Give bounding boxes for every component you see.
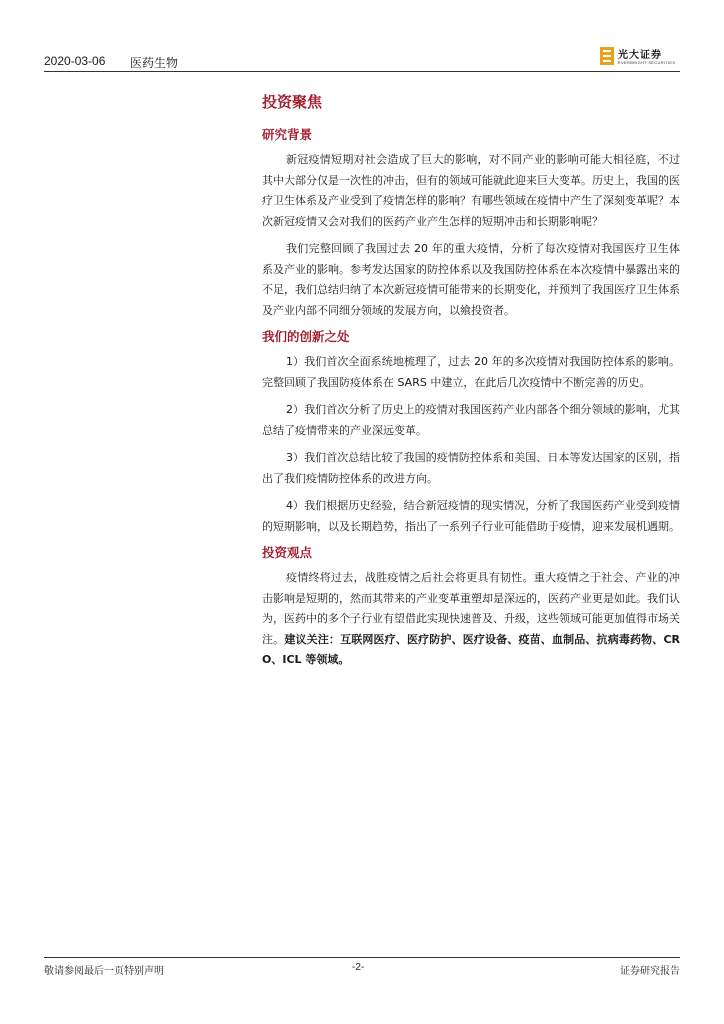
innovation-point-2: 2）我们首次分析了历史上的疫情对我国医药产业内部各个细分领域的影响，尤其总结了疫情带来的产业深远变革。: [262, 403, 680, 437]
background-paragraph-2: 我们完整回顾了我国过去 20 年的重大疫情，分析了每次疫情对我国医疗卫生体系及产业的影响。参考发达国家的防控体系以及我国防控体系在本次疫情中暴露出来的不足，我们总结归纳了本次新冠疫情可能带来的长期变化，并预判了我国医疗卫生体系及产业内部不同细分领域的发展方向，以飨投资者。: [262, 242, 680, 317]
view-paragraph: [262, 568, 680, 671]
logo-subtitle: EVERBRIGHT SECURITIES: [618, 60, 676, 65]
logo-name: 光大证券: [618, 50, 662, 61]
innovation-point-1: 1）我们首次全面系统地梳理了，过去 20 年的多次疫情对我国防控体系的影响。完整回顾了我国防疫体系在 SARS 中建立，在此后几次疫情中不断完善的历史。: [262, 355, 680, 389]
report-sector: 医药生物: [130, 56, 179, 70]
header-divider: [44, 71, 680, 72]
report-date: 2020-03-06: [44, 54, 106, 68]
main-content: [262, 92, 680, 678]
innovation-point-3: 3）我们首次总结比较了我国的疫情防控体系和美国、日本等发达国家的区别，指出了我们疫情防控体系的改进方向。: [262, 451, 680, 485]
innovation-point-4: 4）我们根据历史经验，结合新冠疫情的现实情况，分析了我国医药产业受到疫情的短期影响，以及长期趋势，指出了一系列子行业可能借助于疫情，迎来发展机遇期。: [262, 499, 680, 533]
background-paragraph-1: 新冠疫情短期对社会造成了巨大的影响，对不同产业的影响可能大相径庭，不过其中大部分仅是一次性的冲击，但有的领域可能就此迎来巨大变革。历史上，我国的医疗卫生体系及产业受到了疫情怎样的影响？有哪些领域在疫情中产生了深刻变革呢？本次新冠疫情又会对我们的医药产业产生怎样的短期冲击和长期影响呢？: [262, 153, 680, 228]
page-number: -2-: [352, 962, 365, 973]
page-header: [44, 54, 680, 72]
company-logo: [600, 46, 680, 68]
logo-mark-icon: [600, 47, 614, 65]
background-title: 研究背景: [262, 127, 313, 142]
footer-divider: [44, 957, 680, 958]
view-title: 投资观点: [262, 545, 313, 560]
section-title: 投资聚焦: [262, 93, 323, 111]
footer-disclaimer: 敬请参阅最后一页特别声明: [44, 966, 164, 977]
footer-report-type: 证券研究报告: [620, 966, 680, 977]
recommendation-text: 建议关注：互联网医疗、医疗防护、医疗设备、疫苗、血制品、抗病毒药物、CRO、ICL 等领域。: [262, 632, 681, 666]
innovation-title: 我们的创新之处: [262, 329, 350, 344]
view-text: 疫情终将过去，战胜疫情之后社会将更具有韧性。重大疫情之于社会、产业的冲击影响是短期的，然而其带来的产业变革重塑却是深远的，医药产业更是如此。我们认为，医药中的多个子行业有望借此实现快速普及、升级，这些领域可能更加值得市场关注。: [262, 571, 680, 646]
